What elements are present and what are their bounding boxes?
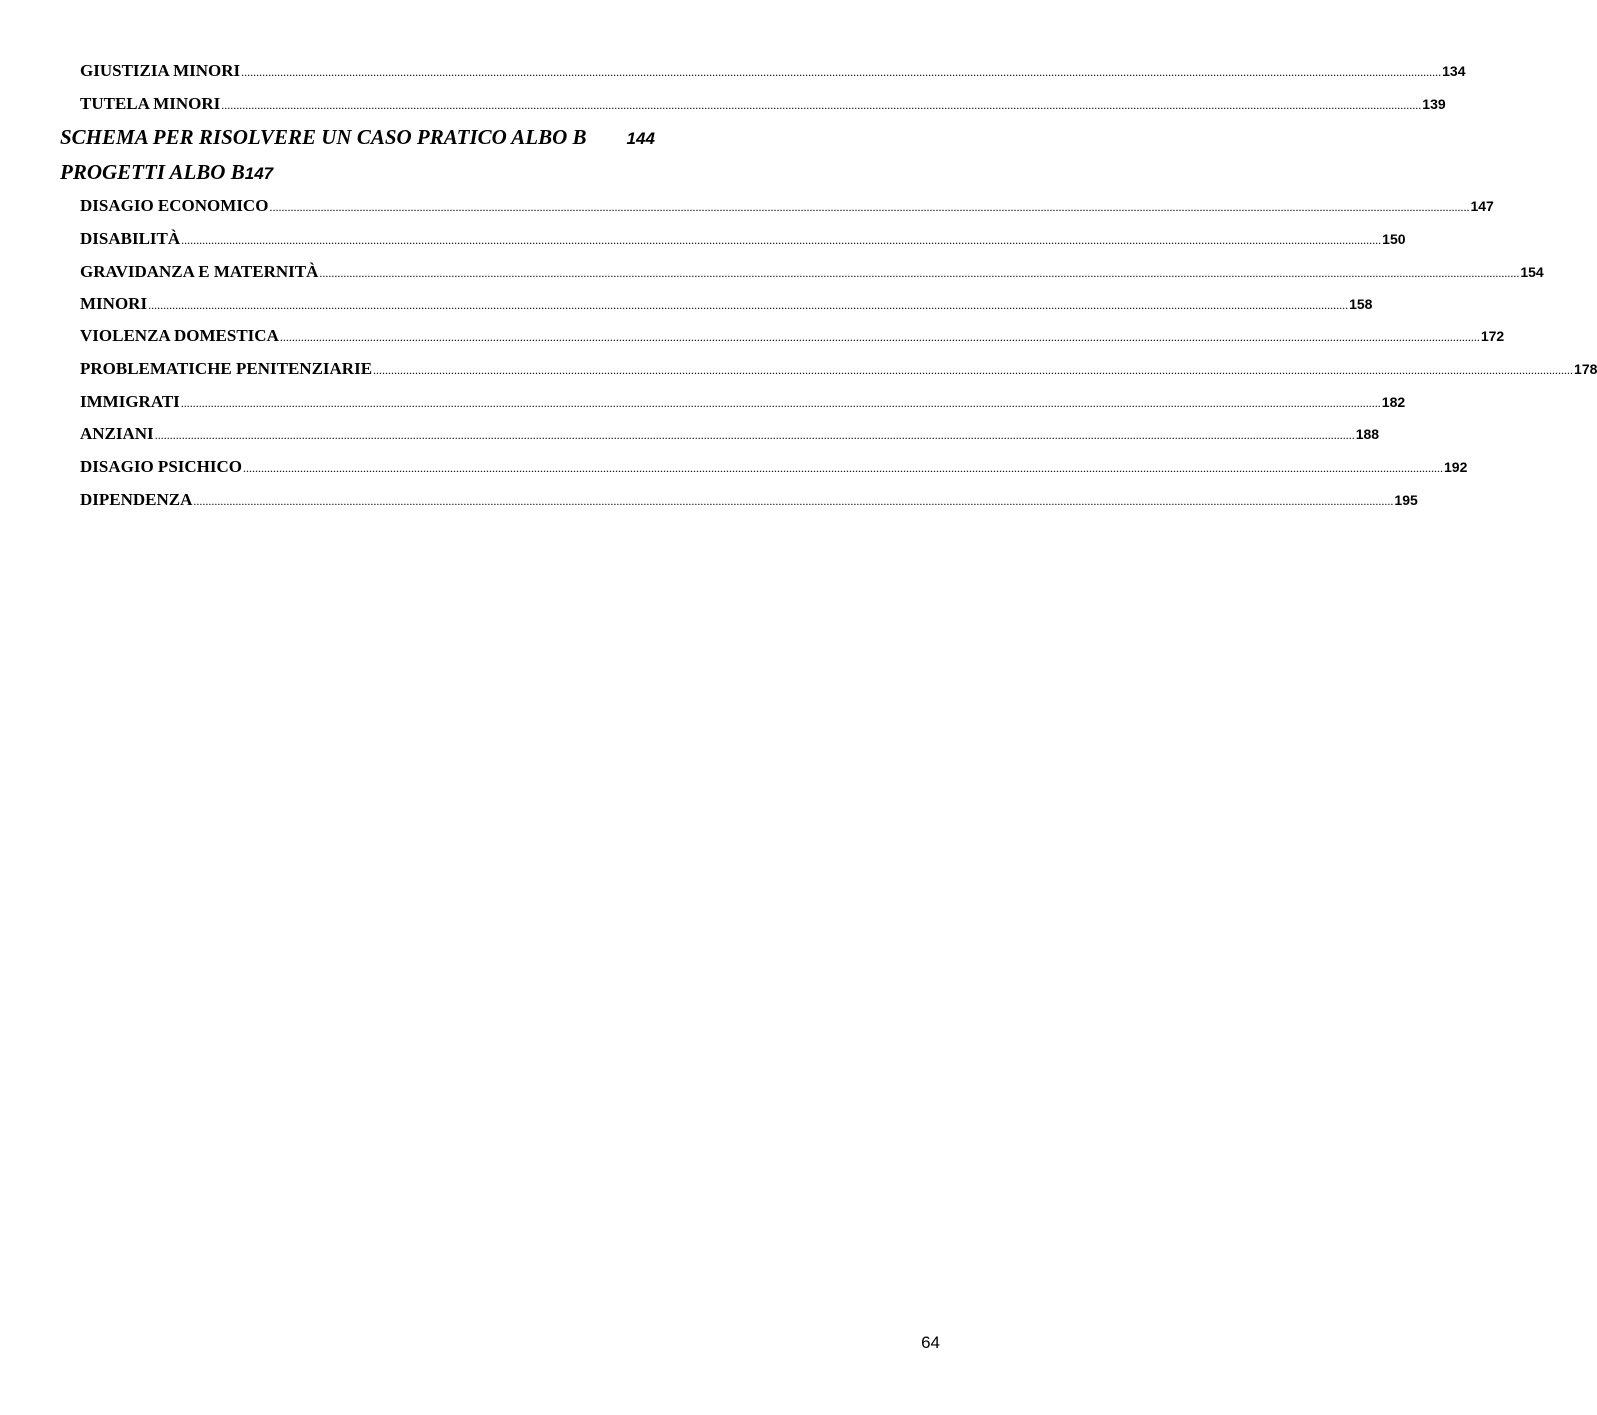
toc-section-page: 144 [626,129,655,148]
dot-leader: ................................................................................................................................................................................................................................................................................................................................................................................................................ [180,396,1381,410]
toc-entry-disagio-economico[interactable] [80,194,1494,218]
toc-entry-label: IMMIGRATI [80,392,180,411]
toc-entry-page: 178 [1574,361,1597,377]
toc-entry-page: 154 [1520,264,1544,280]
dot-leader: ................................................................................................................................................................................................................................................................................................................................................................................................................ [373,363,1574,377]
dot-leader: ................................................................................................................................................................................................................................................................................................................................................................................................................ [269,200,1470,214]
dot-leader: ................................................................................................................................................................................................................................................................................................................................................................................................................ [319,266,1520,280]
toc-section-label: PROGETTI ALBO B [60,160,245,184]
toc-entry-label: ANZIANI [80,424,154,443]
toc-section-progetti[interactable] [60,157,273,187]
toc-section-schema[interactable] [60,122,655,152]
toc-entry-violenza-domestica[interactable] [80,324,1505,348]
toc-entry-label: PROBLEMATICHE PENITENZIARIE [80,359,373,378]
toc-entry-immigrati[interactable] [80,390,1406,414]
toc-entry-page: 192 [1444,459,1468,475]
toc-entry-label: GRAVIDANZA E MATERNITÀ [80,262,319,281]
toc-entry-label: DIPENDENZA [80,490,193,509]
toc-entry-page: 188 [1355,426,1380,442]
page-number: 64 [921,1333,940,1352]
toc-entry-problematiche-penitenziarie[interactable] [80,357,1597,381]
toc-entry-anziani[interactable] [80,422,1380,446]
dot-leader: ................................................................................................................................................................................................................................................................................................................................................................................................................ [243,461,1444,475]
toc-entry-page: 182 [1381,394,1406,410]
toc-entry-label: TUTELA MINORI [80,94,221,113]
toc-entry-page: 150 [1382,231,1406,247]
toc-entry-page: 139 [1422,96,1446,112]
toc-entry-page: 147 [1470,198,1494,214]
toc-entry-giustizia-minori[interactable] [80,59,1466,83]
toc-entry-page: 158 [1349,296,1373,312]
toc-entry-label: DISABILITÀ [80,229,181,248]
toc-entry-label: MINORI [80,294,148,313]
dot-leader: ................................................................................................................................................................................................................................................................................................................................................................................................................ [221,98,1422,112]
dot-leader: ................................................................................................................................................................................................................................................................................................................................................................................................................ [241,65,1442,79]
dot-leader: ................................................................................................................................................................................................................................................................................................................................................................................................................ [279,330,1480,344]
toc-entry-page: 134 [1442,63,1466,79]
toc-entry-page: 195 [1394,492,1418,508]
toc-entry-label: DISAGIO ECONOMICO [80,196,269,215]
toc-entry-label: DISAGIO PSICHICO [80,457,243,476]
toc-entry-dipendenza[interactable] [80,488,1418,512]
dot-leader: ................................................................................................................................................................................................................................................................................................................................................................................................................ [181,233,1382,247]
dot-leader: ................................................................................................................................................................................................................................................................................................................................................................................................................ [148,298,1349,312]
toc-entry-disabilita[interactable] [80,227,1406,251]
toc-entry-disagio-psichico[interactable] [80,455,1468,479]
toc-entry-page: 172 [1480,328,1505,344]
dot-leader: ................................................................................................................................................................................................................................................................................................................................................................................................................ [193,494,1394,508]
toc-entry-tutela-minori[interactable] [80,92,1446,116]
toc-entry-minori[interactable] [80,292,1373,316]
toc-entry-label: GIUSTIZIA MINORI [80,61,241,80]
dot-leader: ................................................................................................................................................................................................................................................................................................................................................................................................................ [154,428,1355,442]
toc-entry-gravidanza-maternita[interactable] [80,260,1544,284]
toc-section-page: 147 [244,164,274,183]
toc-entry-label: VIOLENZA DOMESTICA [80,326,279,345]
toc-section-label: SCHEMA PER RISOLVERE UN CASO PRATICO ALBO B [60,125,587,149]
